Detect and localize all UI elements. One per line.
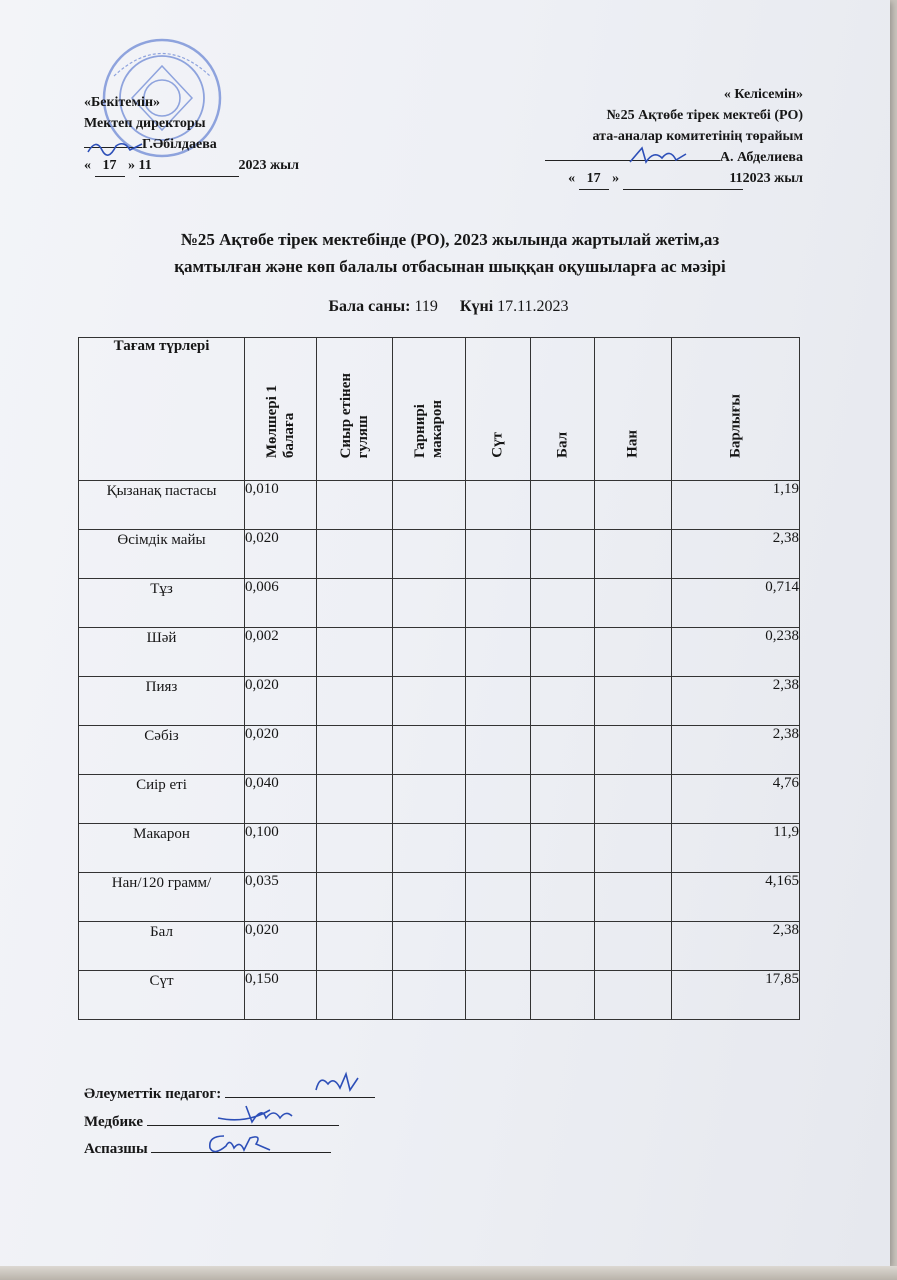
honey-cell (531, 726, 595, 775)
header-macaroni-side: Гарнирі макарон (393, 338, 466, 481)
food-name-cell: Сиір еті (79, 775, 245, 824)
table-row (79, 481, 800, 530)
bread-cell (595, 628, 672, 677)
total-cell: 0,238 (672, 628, 800, 677)
approval-year: 2023 жыл (238, 158, 299, 173)
macaroni-side-cell (393, 971, 466, 1020)
total-cell: 0,714 (672, 579, 800, 628)
macaroni-side-cell (393, 628, 466, 677)
table-row (79, 579, 800, 628)
macaroni-side-cell (393, 873, 466, 922)
table-row (79, 971, 800, 1020)
total-cell: 2,38 (672, 726, 800, 775)
bread-cell (595, 775, 672, 824)
macaroni-side-cell (393, 481, 466, 530)
honey-cell (531, 628, 595, 677)
quantity-cell: 0,150 (245, 971, 317, 1020)
bread-cell (595, 873, 672, 922)
beef-goulash-cell (317, 628, 393, 677)
nurse-signature-line (84, 1110, 339, 1131)
header-total: Барлығы (672, 338, 800, 481)
agreement-year: 2023 жыл (742, 171, 803, 186)
approval-block: «Бекітемін» Мектеп директоры Г.Әбілдаева « 17 » 11 2023 жыл (84, 92, 299, 177)
milk-cell (466, 824, 531, 873)
document-title (60, 226, 840, 280)
bread-cell (595, 481, 672, 530)
beef-goulash-cell (317, 481, 393, 530)
agreement-block: « Келісемін» №25 Ақтөбе тірек мектебі (РО) ата-аналар комитетінің төрайым А. Абделиева « 17 » 112023 жыл (545, 84, 803, 190)
total-cell: 4,165 (672, 873, 800, 922)
food-name-cell: Тұз (79, 579, 245, 628)
macaroni-side-cell (393, 677, 466, 726)
agreement-school: №25 Ақтөбе тірек мектебі (РО) (606, 108, 803, 123)
food-name-cell: Шәй (79, 628, 245, 677)
header-bread: Нан (595, 338, 672, 481)
agreement-month: 11 (623, 168, 743, 190)
document-title-line-2: қамтылған және көп балалы отбасынан шыққан оқушыларға ас мәзірі (174, 257, 726, 276)
header-honey: Бал (531, 338, 595, 481)
table-row (79, 628, 800, 677)
nurse-signature (216, 1100, 296, 1126)
committee-chair-signature (628, 144, 688, 168)
food-name-cell: Пияз (79, 677, 245, 726)
macaroni-side-cell (393, 922, 466, 971)
beef-goulash-cell (317, 971, 393, 1020)
approval-position: Мектеп директоры (84, 116, 206, 131)
honey-cell (531, 824, 595, 873)
agreement-day: 17 (579, 168, 609, 190)
quantity-cell: 0,010 (245, 481, 317, 530)
bread-cell (595, 726, 672, 775)
beef-goulash-cell (317, 775, 393, 824)
total-cell: 2,38 (672, 677, 800, 726)
bread-cell (595, 824, 672, 873)
food-name-cell: Өсімдік майы (79, 530, 245, 579)
bread-cell (595, 971, 672, 1020)
honey-cell (531, 530, 595, 579)
quantity-cell: 0,020 (245, 530, 317, 579)
milk-cell (466, 971, 531, 1020)
cook-signature (204, 1130, 274, 1156)
total-cell: 1,19 (672, 481, 800, 530)
table-row (79, 824, 800, 873)
food-name-cell: Нан/120 грамм/ (79, 873, 245, 922)
food-name-cell: Сүт (79, 971, 245, 1020)
header-food-types: Тағам түрлері (79, 338, 245, 481)
desk-surface (0, 1266, 897, 1280)
bread-cell (595, 530, 672, 579)
agreement-title: « Келісемін» (723, 87, 803, 102)
macaroni-side-cell (393, 579, 466, 628)
total-cell: 2,38 (672, 530, 800, 579)
quantity-cell: 0,020 (245, 726, 317, 775)
agreement-position: ата-аналар комитетінің төрайым (592, 129, 803, 144)
honey-cell (531, 579, 595, 628)
macaroni-side-cell (393, 824, 466, 873)
table-header-row (79, 338, 800, 481)
quantity-cell: 0,035 (245, 873, 317, 922)
honey-cell (531, 922, 595, 971)
approval-month: 11 (139, 155, 239, 177)
total-cell: 4,76 (672, 775, 800, 824)
milk-cell (466, 579, 531, 628)
table-row (79, 677, 800, 726)
total-cell: 2,38 (672, 922, 800, 971)
quantity-cell: 0,040 (245, 775, 317, 824)
children-count-value: 119 (414, 298, 438, 315)
milk-cell (466, 873, 531, 922)
macaroni-side-cell (393, 530, 466, 579)
beef-goulash-cell (317, 726, 393, 775)
quantity-cell: 0,002 (245, 628, 317, 677)
milk-cell (466, 530, 531, 579)
table-row (79, 775, 800, 824)
food-name-cell: Бал (79, 922, 245, 971)
date-label: Күні (459, 298, 494, 315)
beef-goulash-cell (317, 873, 393, 922)
menu-table (78, 337, 800, 1020)
header-quantity-per-child: Мөлшері 1 балаға (245, 338, 317, 481)
table-row (79, 922, 800, 971)
beef-goulash-cell (317, 530, 393, 579)
bread-cell (595, 677, 672, 726)
approval-day: 17 (95, 155, 125, 177)
honey-cell (531, 775, 595, 824)
milk-cell (466, 677, 531, 726)
director-signature (86, 136, 146, 158)
milk-cell (466, 628, 531, 677)
cook-label: Аспазшы (84, 1141, 148, 1157)
milk-cell (466, 775, 531, 824)
header-milk: Сүт (466, 338, 531, 481)
food-name-cell: Макарон (79, 824, 245, 873)
agreement-name: А. Абделиева (719, 150, 803, 165)
document-title-line-1: №25 Ақтөбе тірек мектебінде (РО), 2023 жылында жартылай жетім,аз (180, 230, 720, 249)
macaroni-side-cell (393, 726, 466, 775)
table-row (79, 873, 800, 922)
beef-goulash-cell (317, 677, 393, 726)
milk-cell (466, 726, 531, 775)
nurse-label: Медбике (84, 1114, 144, 1130)
social-pedagogue-signature (312, 1070, 362, 1096)
social-pedagogue-label: Әлеуметтік педагог: (84, 1086, 222, 1102)
beef-goulash-cell (317, 579, 393, 628)
children-count-label: Бала саны: (328, 298, 411, 315)
approval-name: Г.Әбілдаева (142, 137, 217, 152)
milk-cell (466, 481, 531, 530)
menu-meta (0, 298, 897, 316)
beef-goulash-cell (317, 824, 393, 873)
honey-cell (531, 481, 595, 530)
table-body (79, 481, 800, 1020)
food-name-cell: Сәбіз (79, 726, 245, 775)
honey-cell (531, 677, 595, 726)
quantity-cell: 0,020 (245, 922, 317, 971)
approval-title: «Бекітемін» (84, 95, 161, 110)
bread-cell (595, 922, 672, 971)
honey-cell (531, 873, 595, 922)
milk-cell (466, 922, 531, 971)
beef-goulash-cell (317, 922, 393, 971)
table-row (79, 726, 800, 775)
honey-cell (531, 971, 595, 1020)
macaroni-side-cell (393, 775, 466, 824)
date-value: 17.11.2023 (497, 298, 569, 315)
quantity-cell: 0,020 (245, 677, 317, 726)
quantity-cell: 0,006 (245, 579, 317, 628)
table-row (79, 530, 800, 579)
quantity-cell: 0,100 (245, 824, 317, 873)
food-name-cell: Қызанақ пастасы (79, 481, 245, 530)
total-cell: 17,85 (672, 971, 800, 1020)
header-beef-goulash: Сиыр етінен гуляш (317, 338, 393, 481)
total-cell: 11,9 (672, 824, 800, 873)
bread-cell (595, 579, 672, 628)
